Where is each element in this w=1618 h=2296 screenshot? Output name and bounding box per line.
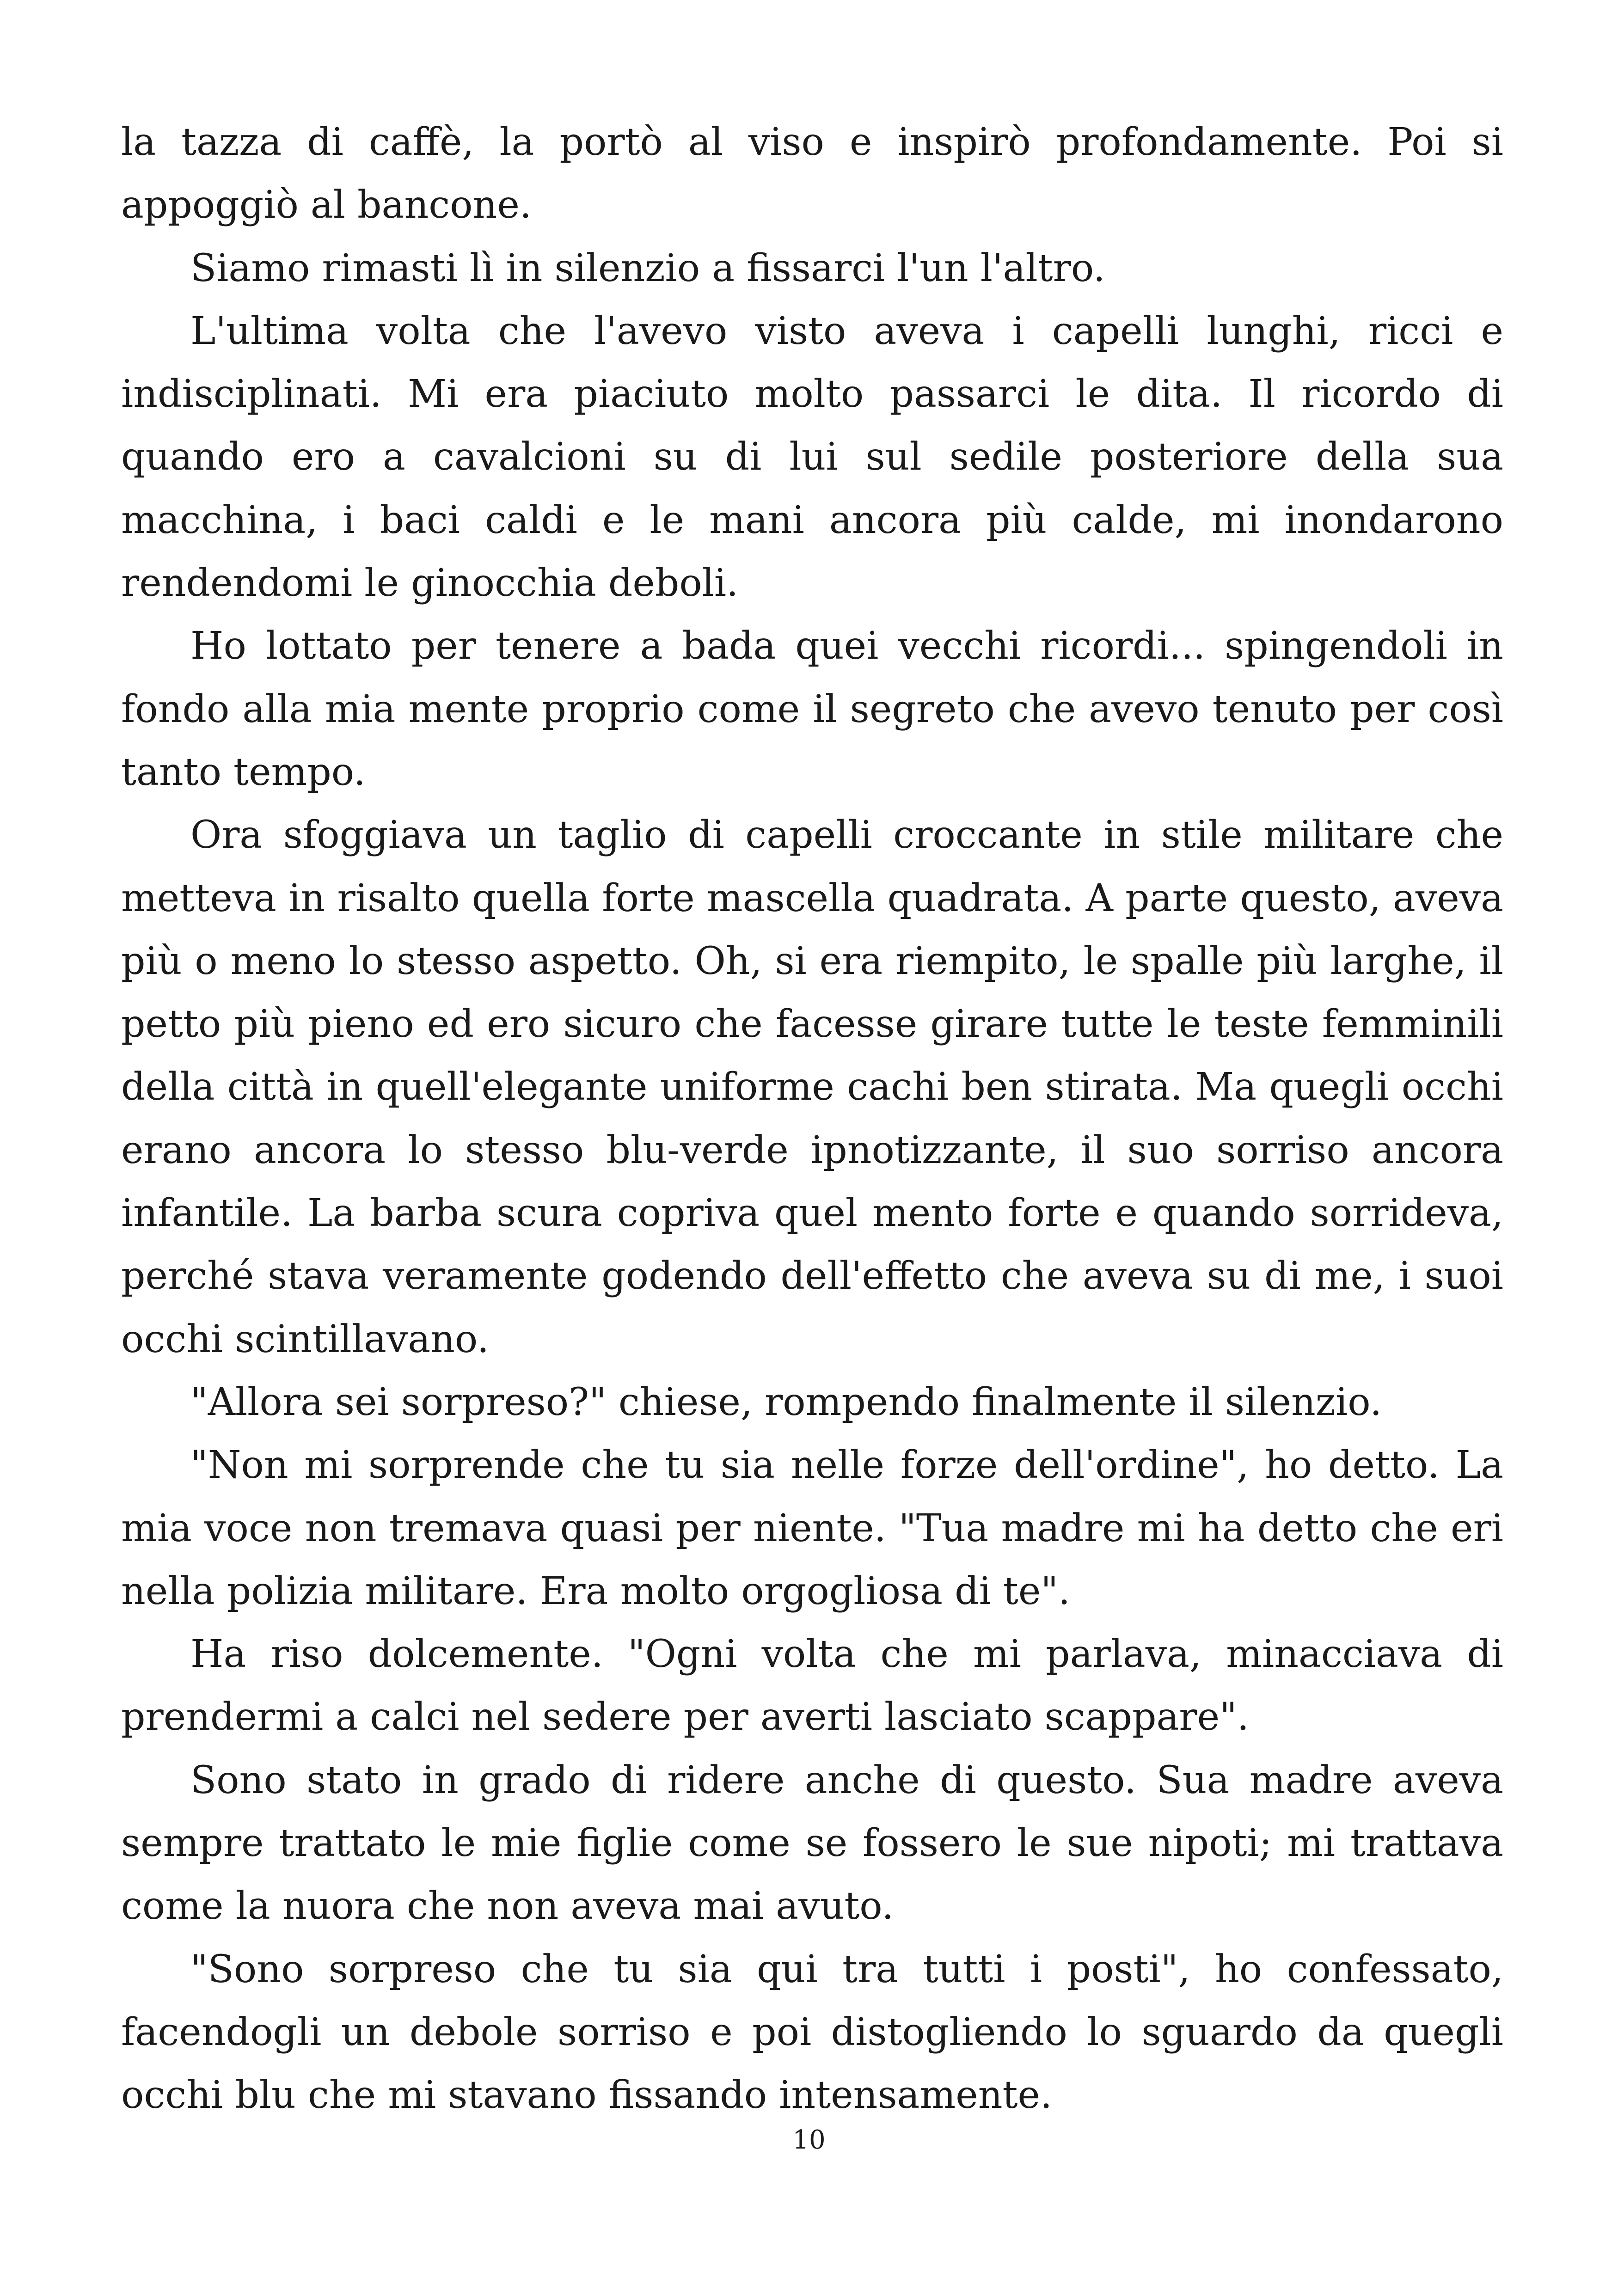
paragraph: Ha riso dolcemente. "Ogni volta che mi parlava, minacciava di prendermi a calci nel sedere per averti lasciato scappare". [121,1632,1503,1739]
paragraph-continuation: la tazza di caffè, la portò al viso e inspirò profondamente. Poi si appoggiò al bancone. [121,120,1503,227]
paragraph: Siamo rimasti lì in silenzio a fissarci l'un l'altro. [190,246,1105,290]
paragraph: "Non mi sorprende che tu sia nelle forze dell'ordine", ho detto. La mia voce non tremava quasi per niente. "Tua madre mi ha detto che eri nella polizia militare. Era molto orgogliosa di te". [121,1443,1503,1613]
paragraph: Ho lottato per tenere a bada quei vecchi ricordi... spingendoli in fondo alla mia mente proprio come il segreto che avevo tenuto per così tanto tempo. [121,624,1503,794]
paragraph: L'ultima volta che l'avevo visto aveva i capelli lunghi, ricci e indisciplinati. Mi era piaciuto molto passarci le dita. Il ricordo di quando ero a cavalcioni su di lui sul sedile posteriore della sua macchina, i baci caldi e le mani ancora più calde, mi inondarono rendendomi le ginocchia deboli. [121,309,1503,606]
paragraph: "Sono sorpreso che tu sia qui tra tutti i posti", ho confessato, facendogli un debole sorriso e poi distogliendo lo sguardo da quegli occhi blu che mi stavano fissando intensamente. [121,1947,1503,2118]
paragraph: Sono stato in grado di ridere anche di questo. Sua madre aveva sempre trattato le mie figlie come se fossero le sue nipoti; mi trattava come la nuora che non aveva mai avuto. [121,1758,1503,1929]
page-number: 10 [792,2125,826,2155]
paragraph: Ora sfoggiava un taglio di capelli croccante in stile militare che metteva in risalto quella forte mascella quadrata. A parte questo, aveva più o meno lo stesso aspetto. Oh, si era riempito, le spalle più larghe, il petto più pieno ed ero sicuro che facesse girare tutte le teste femminili della città in quell'elegante uniforme cachi ben stirata. Ma quegli occhi erano ancora lo stesso blu-verde ipnotizzante, il suo sorriso ancora infantile. La barba scura copriva quel mento forte e quando sorrideva, perché stava veramente godendo dell'effetto che aveva su di me, i suoi occhi scintillavano. [121,813,1503,1361]
paragraph: "Allora sei sorpreso?" chiese, rompendo finalmente il silenzio. [190,1380,1382,1424]
body-text [121,111,1503,2127]
